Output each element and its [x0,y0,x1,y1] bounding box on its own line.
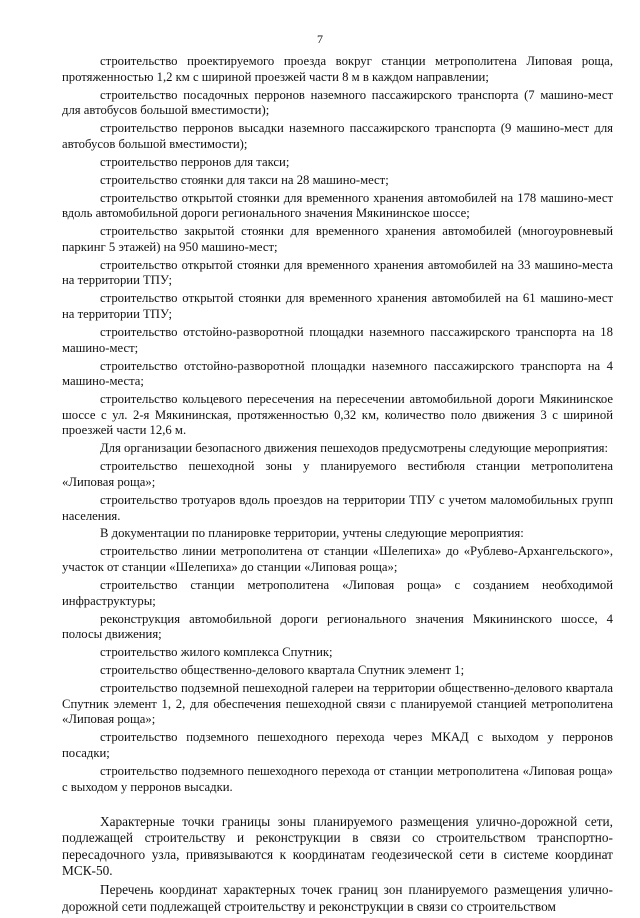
paragraph: строительство подземного пешеходного перехода от станции метрополитена «Липовая роща» с выходом у перронов высадки. [62,763,613,794]
paragraph: строительство перронов высадки наземного пассажирского транспорта (9 машино-мест для автобусов большой вместимости); [62,121,613,151]
paragraph: Характерные точки границы зоны планируемого размещения улично-дорожной сети, подлежащей строительству и реконструкции в связи со строительством транспортно-пересадочного узла, привязываются к координатам геодезической сети в системе координат МСК-50. [62,813,613,879]
paragraph: реконструкция автомобильной дороги регионального значения Мякининского шоссе, 4 полосы движения; [62,611,613,642]
paragraph: строительство отстойно-разворотной площадки наземного пассажирского транспорта на 18 машино-мест; [62,325,613,355]
paragraph: строительство линии метрополитена от станции «Шелепиха» до «Рублево-Архангельского», участок от станции «Шелепиха» до станции «Липовая роща»; [62,544,613,575]
paragraph: строительство подземного пешеходного перехода через МКАД с выходом у перронов посадки; [62,730,613,760]
paragraph: строительство посадочных перронов наземного пассажирского транспорта (7 машино-мест для автобусов большой вместимости); [62,87,613,118]
paragraph: строительство жилого комплекса Спутник; [100,645,333,660]
paragraph: строительство стоянки для такси на 28 машино-мест; [100,172,389,187]
paragraph: строительство кольцевого пересечения на пересечении автомобильной дороги Мякининское шоссе с ул. 2-я Мякининская, протяженностью 0,32 км, количество поло движения 3 с шириной проезжей части 12,6 м. [62,392,613,438]
document-body [62,54,613,918]
paragraph: строительство станции метрополитена «Липовая роща» с созданием необходимой инфраструктуры; [62,578,613,608]
paragraph: строительство тротуаров вдоль проездов на территории ТПУ с учетом маломобильных групп населения. [62,492,613,523]
paragraph: Перечень координат характерных точек границ зон планируемого размещения улично-дорожной сети подлежащей строительству и реконструкции в связи со строительством [62,882,613,914]
paragraph: В документации по планировке территории, учтены следующие мероприятия: [100,526,524,541]
paragraph: строительство отстойно-разворотной площадки наземного пассажирского транспорта на 4 машино-места; [62,358,613,389]
paragraph: строительство открытой стоянки для временного хранения автомобилей на 61 машино-мест на территории ТПУ; [62,291,613,322]
paragraph-gap [62,798,613,814]
paragraph: строительство подземной пешеходной галереи на территории общественно-делового квартала Спутник элемент 1, 2, для обеспечения пешеходной связи с планируемой станцией метрополитена «Липовая роща»; [62,681,613,727]
paragraph: строительство открытой стоянки для временного хранения автомобилей на 178 машино-мест вдоль автомобильной дороги регионального значения Мякининское шоссе; [62,190,613,221]
paragraph: строительство проектируемого проезда вокруг станции метрополитена Липовая роща, протяженностью 1,2 км с шириной проезжей части 8 м в каждом направлении; [62,54,613,84]
paragraph: строительство пешеходной зоны у планируемого вестибюля станции метрополитена «Липовая роща»; [62,459,613,489]
page-number: 7 [317,32,323,46]
paragraph: строительство открытой стоянки для временного хранения автомобилей на 33 машино-места на территории ТПУ; [62,257,613,288]
paragraph: строительство перронов для такси; [100,154,290,169]
paragraph: строительство общественно-делового квартала Спутник элемент 1; [100,663,465,678]
paragraph: Для организации безопасного движения пешеходов предусмотрены следующие мероприятия: [100,441,608,456]
paragraph: строительство закрытой стоянки для временного хранения автомобилей (многоуровневый паркинг 5 этажей) на 950 машино-мест; [62,224,613,254]
